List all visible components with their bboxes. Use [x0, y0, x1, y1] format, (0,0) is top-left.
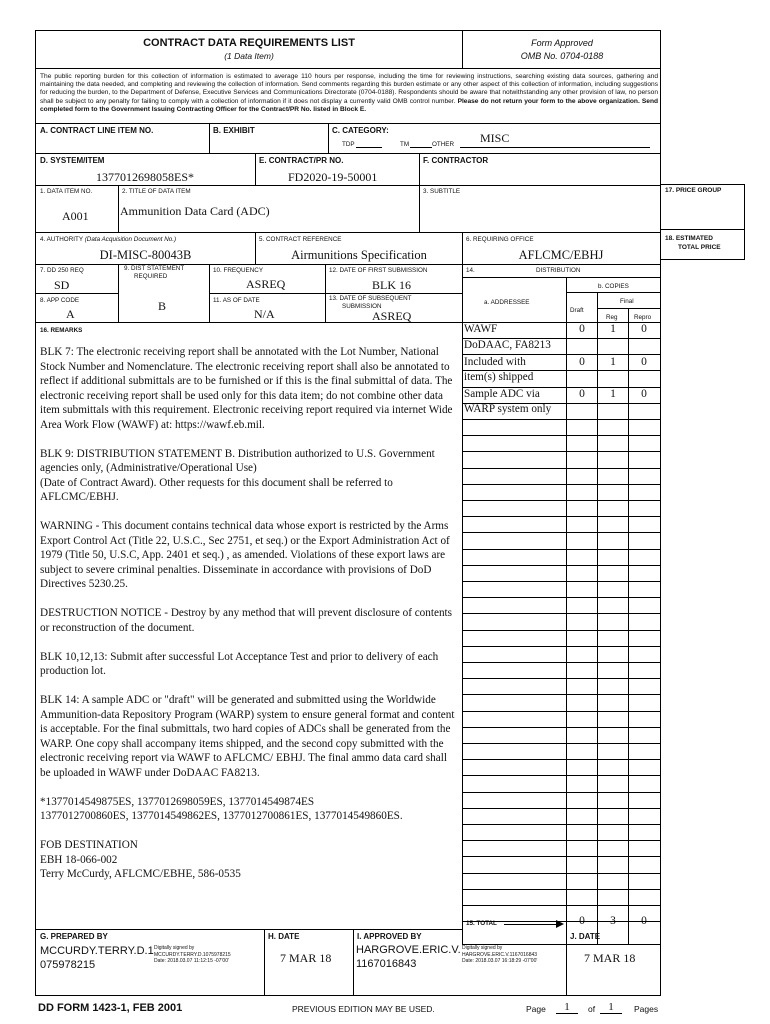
approved-date-value: 7 MAR 18: [584, 951, 636, 965]
dist-addressee-4: item(s) shipped: [464, 371, 534, 383]
subsequent-submission-value: ASREQ: [372, 309, 412, 323]
form-approved: Form Approved: [531, 38, 593, 48]
remarks-text: [40, 345, 460, 882]
subsequent-submission-label-2: SUBMISSION: [342, 303, 382, 310]
distribution-grid-line: [462, 354, 660, 355]
dist-draft-1: 0: [579, 323, 585, 335]
distribution-grid-line: [462, 743, 660, 744]
distribution-grid-line: [462, 435, 660, 436]
dist-draft-3: 0: [579, 356, 585, 368]
distribution-grid-line: [462, 824, 660, 825]
distribution-grid-line: [462, 387, 660, 388]
authority-value: DI-MISC-80043B: [99, 248, 192, 262]
approved-date-label: J. DATE: [570, 932, 601, 941]
prepared-date-label: H. DATE: [268, 932, 300, 941]
data-item-title-label: 2. TITLE OF DATA ITEM: [122, 188, 191, 195]
dist-repro-3: 0: [641, 356, 647, 368]
data-item-no-value: A001: [62, 209, 89, 223]
distribution-grid-line: [462, 532, 660, 533]
remark-nsn-2: 1377012700860ES, 1377014549862ES, 1377012700861ES, 1377014549860ES.: [40, 810, 403, 822]
dist-statement-value: B: [158, 299, 167, 313]
copies-label: b. COPIES: [598, 283, 629, 290]
distribution-grid-line: [462, 711, 660, 712]
distribution-grid-line: [462, 873, 660, 874]
remark-blk14: BLK 14: A sample ADC or "draft" will be generated and submitted using the Worldwide Ammunition-data Repository Program (WARP) system to ensure general format and content is acceptable. For the final submittals, two hard copies of ADCs shall be generated from the WARP. One copy shall accompany items shipped, and the second copy submitted with the electronic receiving report via WAWF to AFLCMC/ EBHJ. The final ammo data card shall be uploaded in WAWF under DoDAAC FA8213.: [40, 694, 455, 779]
distribution-grid-line: [462, 727, 660, 728]
distribution-grid-line: [462, 581, 660, 582]
data-item-no-label: 1. DATA ITEM NO.: [40, 188, 93, 195]
total-label: 15. TOTAL: [466, 920, 497, 927]
distribution-grid-line: [462, 549, 660, 550]
dist-addressee-3: Included with: [464, 356, 526, 368]
contract-reference-value: Airmunitions Specification: [291, 248, 427, 262]
dist-repro-5: 0: [641, 388, 647, 400]
approved-by-digital-signature: Digitally signed by HARGROVE.ERIC.V.1167016843 Date: 2018.03.07 16:18:29 -07'00': [462, 945, 538, 964]
as-of-date-label: 11. AS OF DATE: [213, 297, 260, 304]
cdrl-form: [35, 30, 661, 996]
frequency-label: 10. FREQUENCY: [213, 267, 264, 274]
prepared-by-name: MCCURDY.TERRY.D.1 075978215: [40, 945, 154, 971]
form-number: DD FORM 1423-1, FEB 2001: [38, 1002, 183, 1014]
distribution-grid-line: [462, 613, 660, 614]
approved-by-name: HARGROVE.ERIC.V. 1167016843: [356, 944, 461, 970]
distribution-grid-line: [462, 484, 660, 485]
prepared-by-digital-signature: Digitally signed by MCCURDY.TERRY.D.1075978215 Date: 2018.03.07 11:12:15 -07'00': [154, 945, 231, 964]
distribution-grid-line: [462, 338, 660, 339]
contract-line-item-label: A. CONTRACT LINE ITEM NO.: [40, 126, 154, 135]
system-item-value: 1377012698058ES*: [96, 170, 195, 184]
page-label: Page: [526, 1004, 546, 1014]
final-label: Final: [620, 298, 634, 305]
contract-pr-label: E. CONTRACT/PR NO.: [259, 156, 344, 165]
addressee-label: a. ADDRESSEE: [484, 299, 530, 306]
dist-addressee-1: WAWF: [464, 323, 498, 335]
remark-blk9: BLK 9: DISTRIBUTION STATEMENT B. Distribution authorized to U.S. Government agencies only, (Administrative/Operational Use): [40, 447, 435, 474]
remark-poc: Terry McCurdy, AFLCMC/EBHE, 586-0535: [40, 868, 241, 880]
dist-repro-1: 0: [641, 323, 647, 335]
remark-nsn-1: *1377014549875ES, 1377012698059ES, 1377014549874ES: [40, 795, 315, 808]
form-subtitle: (1 Data Item): [224, 51, 274, 61]
prepared-by-label: G. PREPARED BY: [40, 932, 108, 941]
authority-label: 4. AUTHORITY (Data Acquisition Document No.): [40, 236, 177, 243]
estimated-price-label: 18. ESTIMATED: [665, 235, 713, 242]
previous-edition-note: PREVIOUS EDITION MAY BE USED.: [292, 1004, 435, 1014]
first-submission-value: BLK 16: [372, 278, 411, 292]
approved-by-label: I. APPROVED BY: [357, 932, 422, 941]
pages-label: Pages: [634, 1004, 659, 1014]
dist-reg-3: 1: [610, 356, 616, 368]
distribution-grid-line: [462, 565, 660, 566]
subsequent-submission-label: 13. DATE OF SUBSEQUENT: [329, 295, 412, 302]
distribution-grid-line: [462, 921, 660, 922]
remark-blk10: BLK 10,12,13: Submit after successful Lot Acceptance Test and prior to delivery of each production lot.: [40, 650, 439, 677]
item14-label: 14.: [466, 267, 475, 274]
distribution-grid-line: [462, 419, 660, 420]
distribution-grid-line: [462, 370, 660, 371]
remark-warning: WARNING - This document contains technical data whose export is restricted by the Arms Export Control Act (Title 22, U.S.C., Sec 2751, et seq.) or the Export Administration Act of 1979 (Title 50, U.S.C, App. 2401 et seq.) , as amended. Violations of these export laws are subject to severe criminal penalties. Disseminate in accordance with provisions of DoD Directives 5230.25.: [40, 520, 450, 590]
distribution-grid-line: [462, 792, 660, 793]
remark-blk9-b: (Date of Contract Award). Other requests for this document shall be referred to AFLCMC/EBHJ.: [40, 476, 393, 503]
draft-label: Draft: [570, 307, 584, 314]
dd250-value: SD: [54, 278, 70, 292]
page-count: 1: [600, 1001, 622, 1014]
dist-statement-required: REQUIRED: [134, 273, 168, 280]
remark-ebh: EBH 18-066-002: [40, 853, 118, 866]
dist-addressee-6: WARP system only: [464, 403, 552, 415]
exhibit-label: B. EXHIBIT: [213, 126, 255, 135]
dist-addressee-5: Sample ADC via: [464, 388, 540, 400]
distribution-label: DISTRIBUTION: [536, 267, 581, 274]
of-label: of: [588, 1004, 596, 1014]
category-value: MISC: [480, 131, 510, 145]
distribution-grid-line: [462, 856, 660, 857]
distribution-grid-line: [462, 597, 660, 598]
distribution-grid-line: [462, 646, 660, 647]
as-of-date-value: N/A: [254, 307, 275, 321]
prepared-date-value: 7 MAR 18: [280, 951, 332, 965]
first-submission-label: 12. DATE OF FIRST SUBMISSION: [329, 267, 428, 274]
total-reg: 3: [610, 915, 616, 927]
remark-destruction: DESTRUCTION NOTICE - Destroy by any method that will prevent disclosure of contents or reconstruction of the document.: [40, 607, 452, 634]
distribution-grid-line: [462, 516, 660, 517]
contractor-label: F. CONTRACTOR: [423, 156, 489, 165]
dist-reg-1: 1: [610, 323, 616, 335]
estimated-price-label-2: TOTAL PRICE: [678, 244, 721, 251]
requiring-office-value: AFLCMC/EBHJ: [518, 248, 604, 262]
distribution-grid-line: [462, 759, 660, 760]
dist-addressee-2: DoDAAC, FA8213: [464, 339, 551, 351]
total-draft: 0: [579, 915, 585, 927]
distribution-grid-line: [462, 808, 660, 809]
tdp-label: TDP: [342, 141, 355, 148]
price-group-label: 17. PRICE GROUP: [665, 187, 722, 194]
frequency-value: ASREQ: [246, 277, 286, 291]
dist-reg-5: 1: [610, 388, 616, 400]
subtitle-label: 3. SUBTITLE: [423, 188, 461, 195]
other-label: OTHER: [432, 141, 455, 148]
dd250-label: 7. DD 250 REQ: [40, 267, 84, 274]
form-title: CONTRACT DATA REQUIREMENTS LIST: [143, 37, 355, 49]
tm-label: TM: [400, 141, 410, 148]
distribution-grid-line: [462, 662, 660, 663]
distribution-grid-line: [462, 840, 660, 841]
contract-reference-label: 5. CONTRACT REFERENCE: [259, 236, 342, 243]
app-code-value: A: [66, 307, 75, 321]
system-item-label: D. SYSTEM/ITEM: [40, 156, 105, 165]
distribution-grid-line: [462, 451, 660, 452]
distribution-grid-line: [462, 403, 660, 404]
page-number: 1: [556, 1001, 578, 1014]
distribution-grid-line: [462, 630, 660, 631]
remarks-label: 16. REMARKS: [40, 327, 83, 334]
category-label: C. CATEGORY:: [332, 126, 389, 135]
repro-label: Repro: [634, 314, 652, 321]
burden-statement: The public reporting burden for this collection of information is estimated to average 110 hours per response, including the time for reviewing instructions, searching existing data sources, gathering and maintaining the data needed, and completing and reviewing the collection of information. Send comments regarding this burden estimate or any other aspect of this collection of information, including suggestions for reducing the burden, to the Department of Defense, Executive Services and Communications Directorate (0704-0188). Respondents should be aware that notwithstanding any other provision of law, no person shall be subject to any penalty for failing to comply with a collection of information if it does not display a currently valid OMB control number. Please do not return your form to the above organization. Send completed form to the Government Issuing Contracting Officer for the Contract/PR No. listed in Block E.: [40, 73, 658, 113]
reg-label: Reg: [606, 314, 618, 321]
remark-fob: FOB DESTINATION: [40, 839, 138, 851]
distribution-grid-line: [462, 905, 660, 906]
distribution-grid-line: [462, 775, 660, 776]
data-item-title-value: Ammunition Data Card (ADC): [120, 204, 270, 218]
distribution-grid-line: [462, 678, 660, 679]
dist-draft-5: 0: [579, 388, 585, 400]
app-code-label: 8. APP CODE: [40, 297, 80, 304]
omb-number: OMB No. 0704-0188: [520, 51, 604, 61]
remark-blk7: BLK 7: The electronic receiving report shall be annotated with the Lot Number, National Stock Number and Nomenclature. The electronic receiving report shall also be annotated to reflect if additional submittals are to be furnished or if this is the final submittal of data. The electronic receiving report shall be used only for this data item; do not combine other data item submittals with this requirement. Electronic receiving report required via internet Wide Area Work Flow (WAWF) at: https://wawf.eb.mil.: [40, 346, 453, 431]
dist-statement-label: 9. DIST STATEMENT: [124, 265, 185, 272]
distribution-grid-line: [462, 468, 660, 469]
total-repro: 0: [641, 915, 647, 927]
distribution-grid-line: [462, 500, 660, 501]
distribution-grid-line: [462, 889, 660, 890]
distribution-grid-line: [462, 694, 660, 695]
requiring-office-label: 6. REQUIRING OFFICE: [466, 236, 534, 243]
contract-pr-value: FD2020-19-50001: [288, 170, 378, 184]
